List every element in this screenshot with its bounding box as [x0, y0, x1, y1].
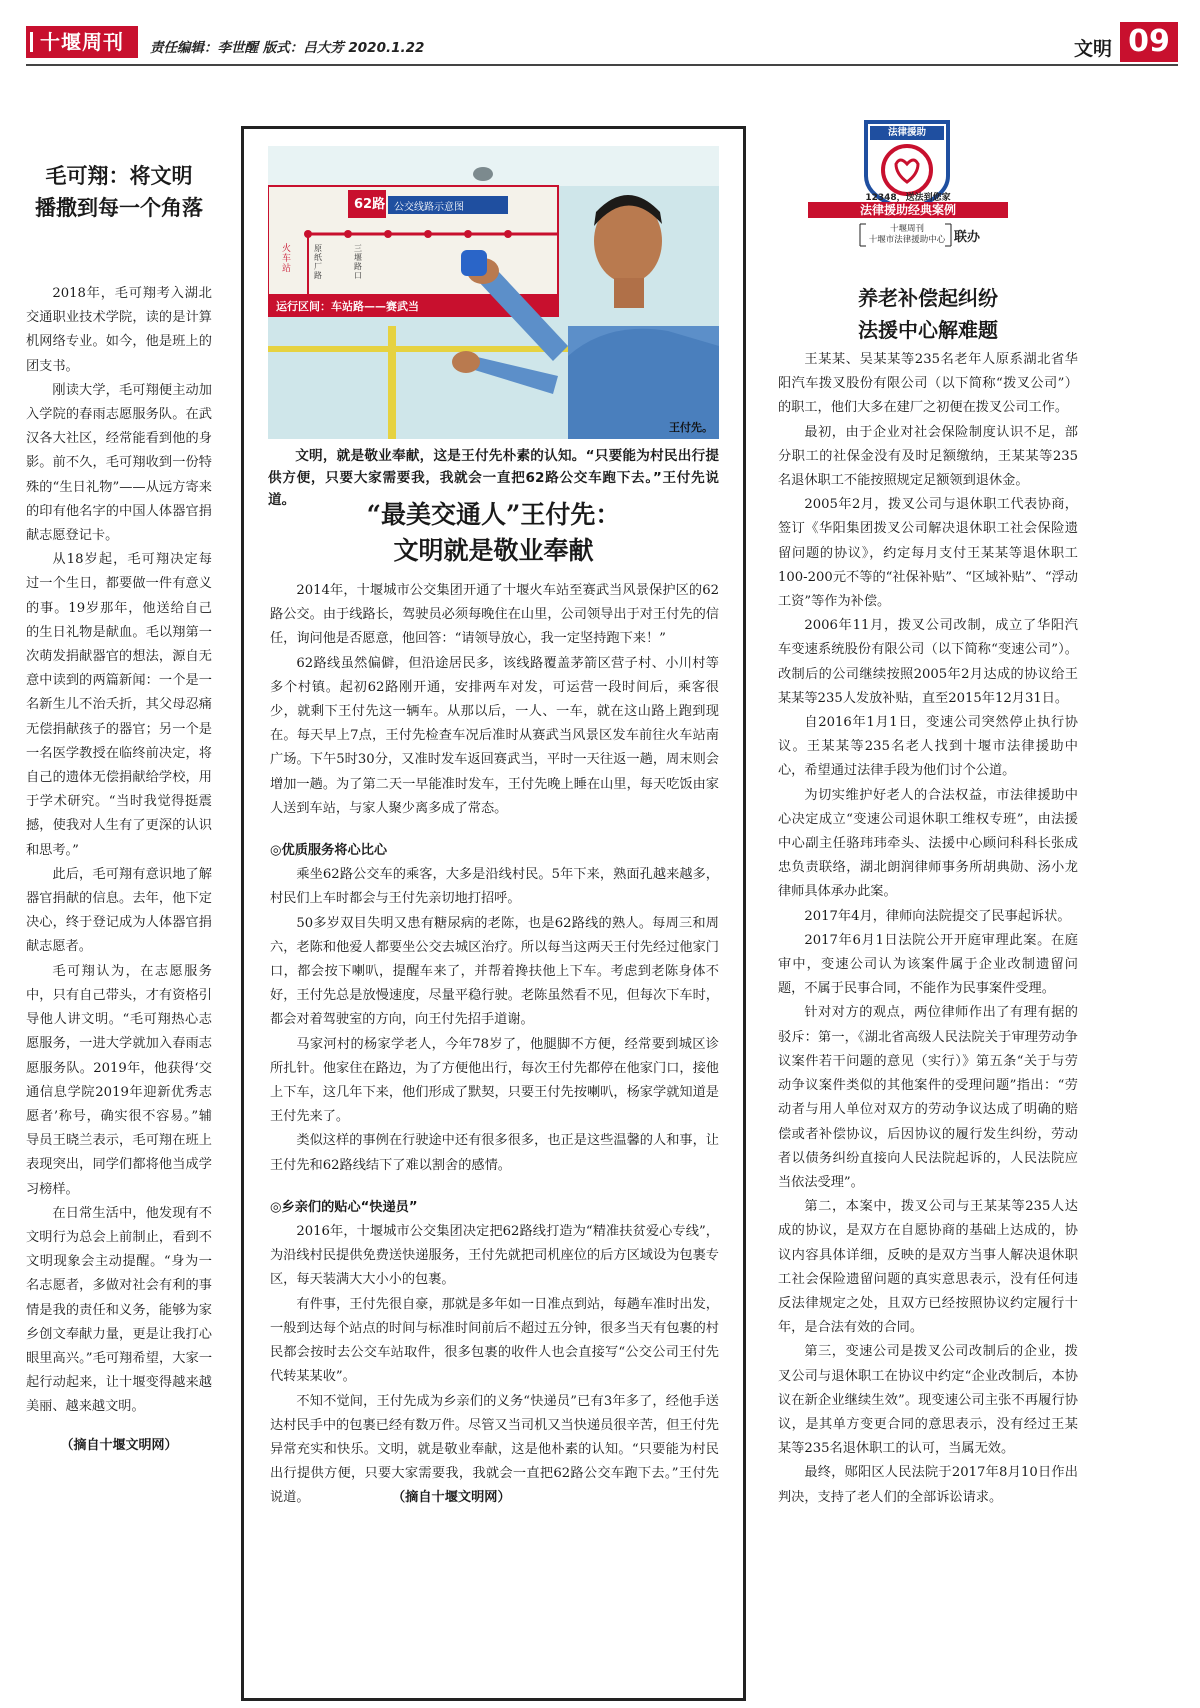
center-article [241, 126, 746, 1701]
subheading: ◎乡亲们的贴心“快递员” [270, 1199, 418, 1215]
paragraph: 2016年，十堰城市公交集团决定把62路线打造为“精准扶贫爱心专线”，为沿线村民提供免费送快递服务，王付先就把司机座位的后方区域设为包裹专区，每天装满大大小小的包裹。 [270, 1224, 719, 1288]
paragraph: 2005年2月，拨叉公司与退休职工代表协商，签订《华阳集团拨叉公司解决退休职工社会保险遗留问题的协议》，约定每月支付王某某等退休职工100-200元不等的“社保补贴”、“区域补贴”、“浮动工资”等作为补偿。 [778, 497, 1078, 610]
right-article-body [778, 348, 1078, 1510]
page-header [26, 22, 1178, 72]
paragraph: 在日常生活中，他发现有不文明行为总会上前制止，看到不文明现象会主动提醒。“身为一名志愿者，多做对社会有利的事情是我的责任和义务，能够为家乡创文奉献力量，更是让我打心眼里高兴。”毛可翔希望，大家一起行动起来，让十堰变得越来越美丽、越来越文明。 [26, 1205, 212, 1415]
section-name: 文明 [1073, 38, 1112, 60]
center-title-line-1: “最美交通人”王付先： [366, 500, 621, 529]
subheading: ◎优质服务将心比心 [270, 843, 388, 859]
paragraph: 有件事，王付先很自豪，那就是多年如一日准点到站，每趟车准时出发，一般到达每个站点的时间与标准时间前后不超过五分钟，很多当天有包裹的村民都会按时去公交车站取件，很多包裹的收件人也会直接写“公交公司王付先代转某某收”。 [270, 1296, 719, 1385]
route-banner: 62路 [354, 197, 386, 212]
center-article-source: （摘自十堰文明网） [391, 1490, 511, 1506]
paragraph: 2017年4月，律师向法院提交了民事起诉状。 [804, 908, 1071, 924]
badge-top-label: 法律援助 [887, 127, 926, 138]
paragraph-text: 不知不觉间，王付先成为乡亲们的义务“快递员”已有3年多了，经他手送达村民手中的包裹已经有数万件。尽管又当司机又当快递员很辛苦，但王付先异常充实和快乐。文明，就是敬业奉献，这是他朴素的认知。“只要能为村民出行提供方便，只要大家需要我，我就会一直把62路公交车跑下去。”王付先说道。 [270, 1393, 719, 1506]
center-intro: 文明，就是敬业奉献，这是王付先朴素的认知。“只要能为村民出行提供方便，只要大家需要我，我就会一直把62路公交车跑下去。”王付先说道。 [268, 448, 719, 508]
paragraph: 最终，郧阳区人民法院于2017年8月10日作出判决，支持了老人们的全部诉讼请求。 [778, 1465, 1078, 1505]
route-banner-sub: 公交线路示意图 [394, 202, 464, 213]
paragraph: 从18岁起，毛可翔决定每过一个生日，都要做一件有意义的事。19岁那年，他送给自己的生日礼物是献血。毛以翔第一次萌发捐献器官的想法，源自无意中读到的两篇新闻：一个是一名新生儿不治夭折，其父母忍痛无偿捐献孩子的器官；另一个是一名医学教授在临终前决定，将自己的遗体无偿捐献给学校，用于学术研究。“当时我觉得挺震撼，使我对人生有了更深的认识和思考。” [26, 552, 212, 858]
center-title-line-2: 文明就是敬业奉献 [393, 536, 594, 565]
paragraph: 62路线虽然偏僻，但沿途居民多，该线路覆盖茅箭区营子村、小川村等多个村镇。起初62路刚开通，安排两车对发，可运营一段时间后，乘客很少，就剩下王付先这一辆车。从那以后，一人、一车，就在这山路上跑到现在。每天早上7点，王付先检查车况后准时从赛武当风景区发车前往火车站南广场。下午5时30分，又准时发车返回赛武当，平时一天往返一趟，周末则会增加一趟。为了第二天一早能准时发车，王付先晚上睡在山里，每天吃饭由家人送到车站，与家人聚少离多成了常态。 [270, 655, 719, 816]
joint-label: 联办 [954, 230, 981, 245]
stop-label: 火车站 [282, 244, 292, 274]
stop-label: 原纸厂路 [314, 244, 322, 280]
stop-label: 三堰路口 [354, 244, 362, 280]
paragraph: 刚读大学，毛可翔便主动加入学院的春雨志愿服务队。在武汉各大社区，经常能看到他的身影。前不久，毛可翔收到一份特殊的“生日礼物”——从远方寄来的印有他名字的中国人体器官捐献志愿登记卡。 [26, 382, 212, 544]
paragraph: 最初，由于企业对社会保险制度认识不足，部分职工的社保金没有及时足额缴纳，王某某等235名退休职工不能按照规定足额领到退休金。 [778, 424, 1078, 489]
paragraph: 2014年，十堰城市公交集团开通了十堰火车站至赛武当风景保护区的62路公交。由于线路长，驾驶员必须每晚住在山里，公司领导出于对王付先的信任，询问他是否愿意，他回答：“请领导放心，我一定坚持跑下来！” [270, 583, 719, 647]
bus-interior-illustration [268, 146, 719, 439]
left-article-title [26, 160, 212, 224]
left-title-line-1: 毛可翔：将文明 [45, 164, 193, 188]
paragraph: 50多岁双目失明又患有糖尿病的老陈，也是62路线的熟人。每周三和周六，老陈和他爱人都要坐公交去城区治疗。所以每当这两天王付先经过他家门口，都会按下喇叭，提醒车来了，并帮着搀扶他上下车。考虑到老陈身体不好，王付先总是放慢速度，尽量平稳行驶。老陈虽然看不见，但每次下车时，都会对着驾驶室的方向，向王付先招手道谢。 [270, 915, 719, 1028]
center-article-title [244, 497, 743, 569]
paragraph: 2017年6月1日法院公开开庭审理此案。在庭审中，变速公司认为该案件属于企业改制遗留问题，不属于民事合同，不能作为民事案件受理。 [778, 932, 1078, 997]
left-article-source: （摘自十堰文明网） [60, 1437, 178, 1453]
photo-credit: 王付先。 [669, 421, 713, 434]
paragraph: 马家河村的杨家学老人，今年78岁了，他腿脚不方便，经常要到城区诊所扎针。他家住在路边，为了方便他出行，每次王付先都停在他家门口，接他上下车，这几年下来，他们形成了默契，只要王付先按喇叭，杨家学就知道是王付先来了。 [270, 1036, 719, 1125]
partners [866, 224, 948, 246]
page-number: 09 [1120, 22, 1178, 62]
legal-aid-logo-block [808, 118, 1008, 258]
center-article-body [270, 579, 719, 1511]
paragraph: 2018年，毛可翔考入湖北交通职业技术学院，读的是计算机网络专业。如今，他是班上的团支书。 [26, 286, 212, 374]
paragraph: 自2016年1月1日，变速公司突然停止执行协议。王某某等235名老人找到十堰市法律援助中心，希望通过法律手段为他们讨个公道。 [778, 715, 1078, 779]
case-banner: 法律援助经典案例 [859, 203, 956, 217]
bus-driver-photo [268, 146, 719, 439]
paragraph: 乘坐62路公交车的乘客，大多是沿线村民。5年下来，熟面孔越来越多，村民们上车时都会与王付先亲切地打招呼。 [270, 867, 719, 907]
paragraph: 2006年11月，拨叉公司改制，成立了华阳汽车变速系统股份有限公司（以下简称“变速公司”）。改制后的公司继续按照2005年2月达成的协议给王某某等235人发放补贴，直至2015年12月31日。 [778, 618, 1078, 706]
left-article [26, 160, 212, 1453]
paragraph: 针对对方的观点，两位律师作出了有理有据的驳斥：第一，《湖北省高级人民法院关于审理劳动争议案件若干问题的意见（实行）》第五条“关于与劳动争议案件类似的其他案件的受理问题”指出：“劳动者与用人单位对双方的劳动争议达成了明确的赔偿或者补偿协议，后因协议的履行发生纠纷，劳动者以债务纠纷直接向人民法院起诉的，人民法院应当依法受理”。 [778, 1005, 1078, 1190]
header-rule [26, 64, 1178, 66]
paragraph: 类似这样的事例在行驶途中还有很多很多，也正是这些温馨的人和事，让王付先和62路线结下了难以割舍的感情。 [270, 1133, 719, 1173]
right-title-line-1: 养老补偿起纠纷 [858, 286, 998, 310]
right-title-line-2: 法援中心解难题 [858, 318, 998, 342]
masthead-logo [26, 26, 138, 58]
paragraph: 第二，本案中，拨叉公司与王某某等235人达成的协议，是双方在自愿协商的基础上达成的，协议内容具体详细，反映的是双方当事人解决退休职工社会保险遗留问题的真实意思表示，没有任何违反法律规定之处，且双方已经按照协议约定履行十年，是合法有效的合同。 [778, 1199, 1078, 1336]
paragraph [270, 1390, 719, 1511]
left-article-body [26, 282, 212, 1420]
paragraph: 王某某、吴某某等235名老年人原系湖北省华阳汽车拨叉股份有限公司（以下简称“拨叉公司”）的职工，他们大多在建厂之初便在拨叉公司工作。 [778, 352, 1078, 416]
right-article-title [780, 282, 1076, 346]
masthead-bar-icon [30, 32, 33, 52]
partner-name: 十堰市法律援助中心 [868, 235, 946, 245]
route-bottom-label: 运行区间：车站路——赛武当 [276, 300, 419, 313]
paragraph: 为切实维护好老人的合法权益，市法律援助中心决定成立“变速公司退休职工维权专班”，由法援中心副主任骆玮玮牵头、法援中心顾问科科长张成忠负责联络，湖北朗润律师事务所胡典勋、汤小龙律师具体承办此案。 [778, 787, 1078, 900]
left-title-line-2: 播撒到每一个角落 [35, 196, 203, 220]
paragraph: 第三，变速公司是拨叉公司改制后的企业，拨叉公司与退休职工在协议中约定“企业改制后，本协议在新企业继续生效”。现变速公司主张不再履行协议，是其单方变更合同的意思表示，没有经过王某某等235名退休职工的认可，当属无效。 [778, 1344, 1078, 1457]
paragraph: 此后，毛可翔有意识地了解器官捐献的信息。去年，他下定决心，终于登记成为人体器官捐献志愿者。 [26, 866, 212, 955]
partner-name: 十堰周刊 [889, 224, 924, 234]
masthead-text: 十堰周刊 [40, 30, 124, 54]
editor-info: 责任编辑：李世醒 版式：吕大芳 2020.1.22 [150, 40, 425, 56]
paragraph: 毛可翔认为，在志愿服务中，只有自己带头，才有资格引导他人讲文明。“毛可翔热心志愿服务，一进大学就加入春雨志愿服务队。2019年，他获得‘交通信息学院2019年迎新优秀志愿者’称号，确实很不容易。”辅导员王晓兰表示，毛可翔在班上表现突出，同学们都将他当成学习榜样。 [26, 963, 212, 1197]
hotline-label: 12348，送法到您家 [865, 193, 951, 203]
